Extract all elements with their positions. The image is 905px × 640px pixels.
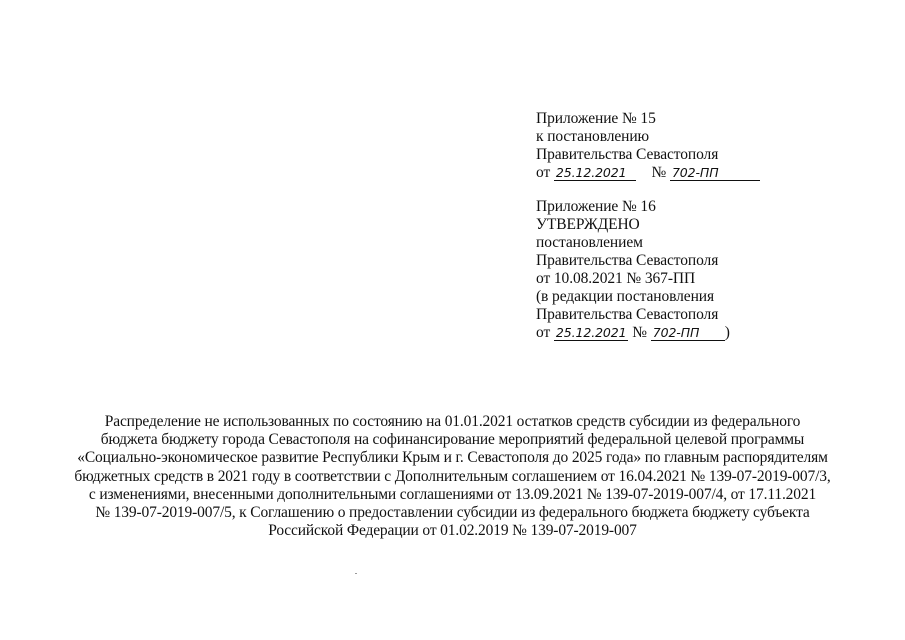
appendix-15-to-resolution: к постановлению <box>536 128 650 145</box>
title-line: № 139-07-2019-007/5, к Соглашению о предоставлении субсидии из федерального бюджета бюджету субъекта <box>95 504 810 522</box>
appendix-16-header <box>536 198 730 342</box>
title-line: бюджетных средств в 2021 году в соответствии с Дополнительным соглашением от 16.04.2021 № 139-07-2019-007/3, <box>74 467 831 485</box>
title-line: Распределение не использованных по состоянию на 01.01.2021 остатков средств субсидии из федерального <box>104 413 801 430</box>
title-line: «Социально-экономическое развитие Республики Крым и г. Севастополя до 2025 года» по главным распорядителям <box>77 449 828 467</box>
appendix-15-government: Правительства Севастополя <box>536 146 719 163</box>
appendix-16-number-label: № <box>632 324 647 341</box>
appendix-15-date: 25.12.2021 <box>554 166 636 181</box>
appendix-16-date: 25.12.2021 <box>555 325 627 340</box>
title-line: с изменениями, внесенными дополнительными соглашениями от 13.09.2021 № 139-07-2019-007/4, от 17.11.2021 <box>88 485 817 503</box>
appendix-16-edition-note: (в редакции постановления <box>536 288 714 305</box>
title-line: бюджета бюджету города Севастополя на софинансирование мероприятий федеральной целевой программы <box>100 431 805 449</box>
appendix-16-edition-government: Правительства Севастополя <box>536 306 719 323</box>
appendix-16-from-label: от <box>536 324 551 341</box>
appendix-16-original-resolution: от 10.08.2021 № 367-ПП <box>536 270 696 287</box>
appendix-16-label: Приложение № 16 <box>536 198 656 215</box>
appendix-15-number-label: № <box>651 164 667 181</box>
approved-stamp-text: УТВЕРЖДЕНО <box>536 216 640 233</box>
appendix-16-close-paren: ) <box>724 324 730 341</box>
appendix-16-number: 702-ПП <box>651 326 725 341</box>
appendix-15-header <box>536 110 760 182</box>
appendix-15-date-number-line <box>536 164 760 182</box>
title-line: Российской Федерации от 01.02.2019 № 139-07-2019-007 <box>268 522 637 540</box>
appendix-16-date-number-line <box>536 324 730 342</box>
appendix-15-label: Приложение № 15 <box>536 110 656 127</box>
appendix-15-number: 702-ПП <box>670 166 760 181</box>
appendix-15-from-label: от <box>536 164 551 181</box>
scan-speck <box>355 573 357 574</box>
document-title <box>60 413 845 540</box>
appendix-16-by-resolution: постановлением <box>536 234 643 251</box>
appendix-16-government: Правительства Севастополя <box>536 252 719 269</box>
